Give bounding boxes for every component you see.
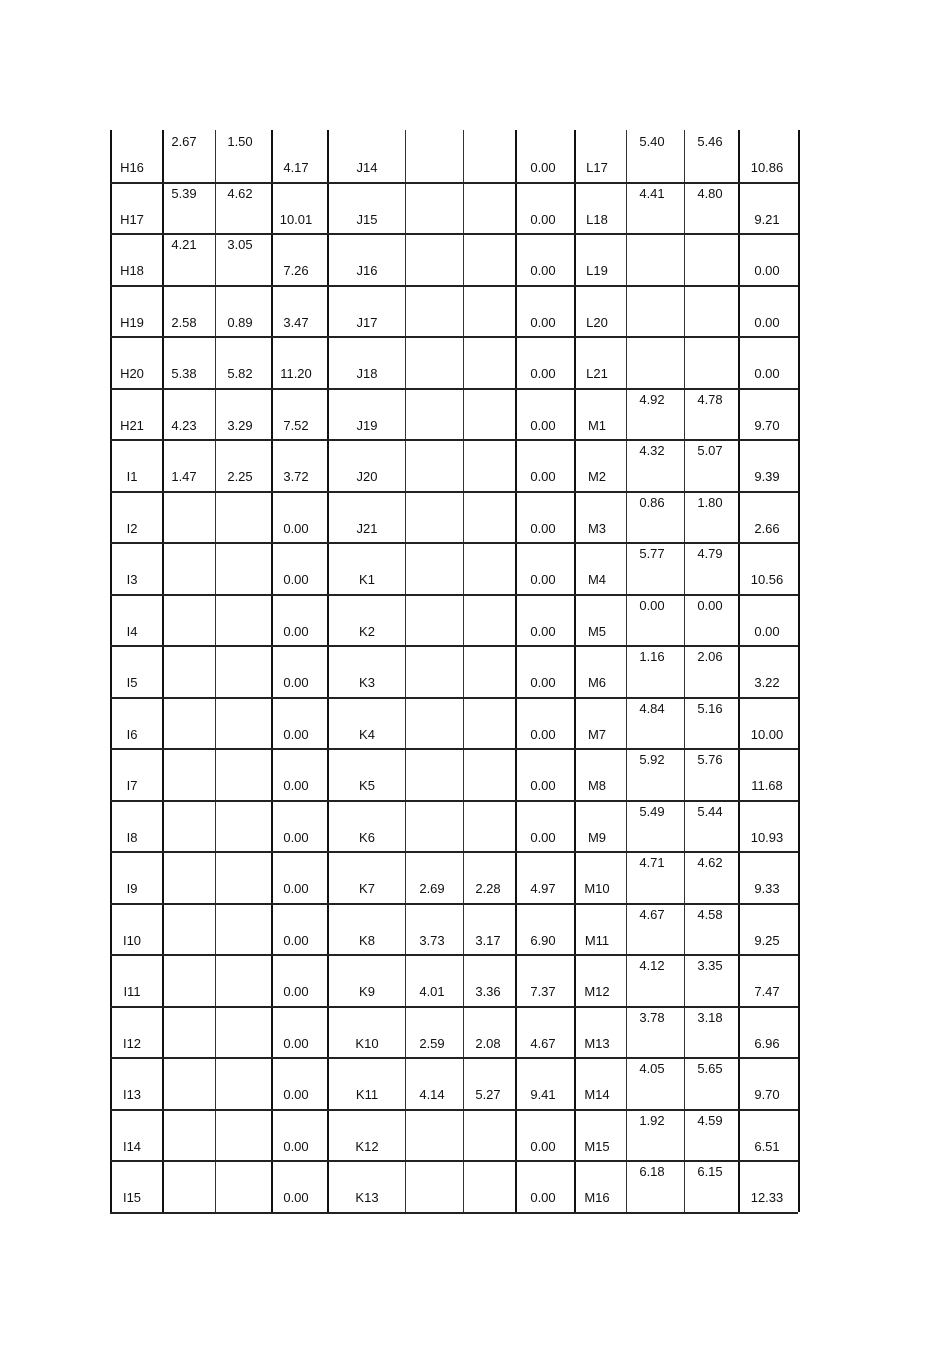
row-divider	[110, 697, 798, 699]
table-cell: 9.70	[754, 417, 780, 433]
table-cell: 2.06	[697, 649, 723, 664]
table-cell: 0.00	[530, 829, 556, 845]
row-divider	[110, 285, 798, 287]
table-cell: 7.52	[283, 417, 309, 433]
table-cell: 5.49	[639, 803, 665, 819]
table-cell: 4.58	[697, 906, 723, 922]
table-cell: 3.18	[697, 1009, 723, 1025]
table-cell: 3.47	[283, 314, 309, 330]
table-cell: I5	[126, 675, 138, 690]
table-cell: 0.00	[283, 1087, 309, 1102]
table-cell: K1	[359, 572, 375, 587]
row-divider	[110, 491, 798, 493]
table-cell: M1	[587, 417, 607, 433]
table-cell: 2.25	[227, 469, 253, 484]
table-cell: I2	[126, 520, 138, 536]
table-cell: 5.16	[697, 700, 723, 716]
table-cell: 1.16	[639, 649, 665, 664]
table-cell: 11.68	[751, 778, 783, 793]
table-cell: 0.00	[283, 520, 309, 536]
table-cell: I3	[126, 572, 138, 587]
table-cell: 5.82	[227, 366, 253, 381]
table-cell: 10.00	[750, 726, 784, 742]
table-cell: 2.08	[475, 1035, 501, 1051]
table-cell: 6.51	[754, 1138, 780, 1154]
table-cell: J15	[356, 211, 378, 227]
table-cell: 4.84	[639, 700, 665, 716]
row-divider	[110, 645, 798, 647]
table-cell: M10	[584, 881, 610, 896]
table-cell: 4.92	[639, 391, 665, 407]
table-cell: 0.00	[530, 778, 556, 793]
table-cell: 0.00	[283, 881, 309, 896]
table-cell: K7	[359, 881, 375, 896]
table-cell: K10	[355, 1035, 379, 1051]
table-cell: 5.65	[697, 1061, 723, 1076]
table-cell: 4.12	[639, 958, 665, 973]
table-cell: 0.00	[639, 597, 665, 613]
table-cell: 0.00	[283, 572, 309, 587]
table-cell: I8	[126, 829, 138, 845]
table-cell: 5.27	[475, 1087, 501, 1102]
table-cell: 9.33	[754, 881, 780, 896]
table-cell: M14	[584, 1087, 610, 1102]
table-cell: J16	[356, 263, 378, 278]
table-cell: 4.62	[227, 185, 253, 201]
table-cell: 7.37	[530, 984, 556, 999]
table-cell: 0.00	[754, 314, 780, 330]
table-cell: I11	[123, 984, 141, 999]
table-cell: 0.00	[754, 366, 780, 381]
row-divider	[110, 594, 798, 596]
table-cell: 0.00	[530, 623, 556, 639]
table-cell: M11	[584, 932, 610, 948]
table-cell: 0.00	[530, 263, 556, 278]
table-cell: 9.41	[530, 1087, 556, 1102]
table-cell: K3	[359, 675, 375, 690]
table-cell: 4.21	[171, 237, 197, 252]
column-divider	[684, 130, 685, 1212]
table-cell: M9	[587, 829, 607, 845]
table-cell: H18	[120, 263, 144, 278]
table-cell: 0.00	[754, 263, 780, 278]
table-cell: H16	[120, 160, 144, 175]
table-cell: 4.62	[697, 855, 723, 870]
table-cell: J17	[356, 314, 378, 330]
table-cell: 3.72	[283, 469, 309, 484]
table-cell: 0.00	[754, 623, 780, 639]
table-cell: 0.00	[283, 778, 309, 793]
table-cell: 4.59	[697, 1112, 723, 1128]
table-cell: 4.05	[639, 1061, 665, 1076]
table-cell: L19	[586, 263, 608, 278]
table-cell: 0.00	[530, 726, 556, 742]
table-cell: 5.77	[639, 546, 665, 561]
table-cell: H20	[120, 366, 144, 381]
table-cell: M2	[587, 469, 607, 484]
row-divider	[110, 336, 798, 338]
table-cell: 1.92	[639, 1112, 665, 1128]
table-cell: 9.39	[754, 469, 780, 484]
table-cell: 6.18	[639, 1164, 665, 1179]
table-cell: M7	[587, 726, 607, 742]
table-cell: 10.93	[750, 829, 784, 845]
table-cell: M15	[584, 1138, 610, 1154]
table-cell: 0.00	[530, 675, 556, 690]
table-cell: 4.41	[639, 185, 665, 201]
table-cell: 5.38	[171, 366, 197, 381]
table-cell: 4.78	[697, 391, 723, 407]
table-cell: 0.00	[530, 1190, 556, 1205]
table-cell: L17	[586, 160, 608, 175]
row-divider	[110, 748, 798, 750]
table-cell: K8	[359, 932, 375, 948]
table-cell: M8	[587, 778, 607, 793]
table-cell: 0.00	[283, 1138, 309, 1154]
table-cell: 5.46	[697, 134, 723, 149]
table-cell: 1.80	[697, 494, 723, 510]
row-divider	[110, 233, 798, 235]
table-cell: 10.01	[279, 211, 313, 227]
table-cell: 9.70	[754, 1087, 780, 1102]
row-divider	[110, 1212, 798, 1214]
table-cell: 0.00	[530, 160, 556, 175]
table-cell: K12	[355, 1138, 379, 1154]
table-cell: I4	[126, 623, 138, 639]
table-cell: I7	[126, 778, 138, 793]
table-cell: 7.47	[754, 984, 780, 999]
table-cell: M5	[587, 623, 607, 639]
table-cell: 0.00	[283, 932, 309, 948]
table-cell: I15	[122, 1190, 142, 1205]
table-cell: L18	[586, 211, 608, 227]
table-cell: K4	[359, 726, 375, 742]
table-cell: 0.86	[639, 494, 665, 510]
row-divider	[110, 542, 798, 544]
table-cell: I13	[122, 1087, 142, 1102]
row-divider	[110, 1109, 798, 1111]
table-cell: 0.00	[530, 417, 556, 433]
row-divider	[110, 1057, 798, 1059]
table-cell: 4.80	[697, 185, 723, 201]
table-cell: 6.96	[754, 1035, 780, 1051]
table-cell: L21	[586, 366, 608, 381]
table-cell: 0.89	[227, 314, 253, 330]
table-cell: 0.00	[283, 1190, 309, 1205]
table-cell: K6	[359, 829, 375, 845]
row-divider	[110, 851, 798, 853]
table-cell: I14	[122, 1138, 142, 1154]
table-cell: 3.29	[227, 417, 253, 433]
row-divider	[110, 1160, 798, 1162]
table-cell: 3.22	[754, 675, 780, 690]
row-divider	[110, 439, 798, 441]
table-cell: 9.25	[754, 932, 780, 948]
table-cell: M13	[584, 1035, 610, 1051]
table-cell: 2.69	[419, 881, 445, 896]
table-cell: L20	[586, 314, 608, 330]
table-cell: 2.67	[171, 134, 197, 149]
table-cell: 6.90	[530, 932, 556, 948]
table-cell: 5.07	[697, 443, 723, 458]
table-cell: 2.28	[475, 881, 501, 896]
row-divider	[110, 954, 798, 956]
table-cell: 0.00	[530, 211, 556, 227]
table-cell: K9	[359, 984, 375, 999]
row-divider	[110, 388, 798, 390]
table-cell: K13	[355, 1190, 379, 1205]
table-cell: K11	[355, 1087, 379, 1102]
table-cell: 0.00	[283, 829, 309, 845]
table-cell: 9.21	[754, 211, 780, 227]
table-cell: 11.20	[280, 366, 312, 381]
table-cell: M4	[587, 572, 607, 587]
table-cell: J21	[356, 520, 378, 536]
table-cell: H21	[120, 417, 144, 433]
table-cell: J20	[356, 469, 378, 484]
table-cell: 3.05	[227, 237, 253, 252]
table-cell: 4.97	[530, 881, 556, 896]
table-cell: 2.58	[171, 314, 197, 330]
table-cell: 4.71	[639, 855, 665, 870]
table-cell: 1.47	[171, 469, 197, 484]
table-cell: 2.66	[754, 520, 780, 536]
table-cell: I10	[122, 932, 142, 948]
table-cell: I12	[122, 1035, 142, 1051]
table-cell: 0.00	[530, 1138, 556, 1154]
row-divider	[110, 903, 798, 905]
table-cell: 0.00	[530, 469, 556, 484]
column-divider	[327, 130, 329, 1212]
table-cell: 0.00	[283, 623, 309, 639]
table-cell: H17	[120, 211, 144, 227]
table-cell: I6	[126, 726, 138, 742]
table-cell: 4.32	[639, 443, 665, 458]
column-divider	[162, 130, 164, 1212]
row-divider	[110, 800, 798, 802]
table-cell: 4.67	[639, 906, 665, 922]
table-cell: 4.14	[419, 1087, 445, 1102]
table-cell: 0.00	[530, 520, 556, 536]
table-cell: 0.00	[283, 726, 309, 742]
table-cell: 10.56	[750, 572, 784, 587]
table-cell: 0.00	[697, 597, 723, 613]
table-cell: M6	[587, 675, 607, 690]
table-cell: 5.76	[697, 752, 723, 767]
table-cell: J19	[356, 417, 378, 433]
table-cell: 0.00	[283, 984, 309, 999]
row-divider	[110, 1006, 798, 1008]
table-cell: J18	[356, 366, 378, 381]
table-cell: M12	[584, 984, 610, 999]
table-cell: K5	[359, 778, 375, 793]
table-cell: 0.00	[530, 314, 556, 330]
table-cell: 0.00	[283, 675, 309, 690]
table-cell: 0.00	[283, 1035, 309, 1051]
table-cell: 3.78	[639, 1009, 665, 1025]
table-cell: K2	[359, 623, 375, 639]
table-cell: 1.50	[227, 134, 253, 149]
table-cell: 4.01	[419, 984, 445, 999]
table-cell: 7.26	[283, 263, 309, 278]
table-cell: 4.67	[530, 1035, 556, 1051]
table-cell: 5.44	[697, 803, 723, 819]
table-cell: 3.35	[697, 958, 723, 973]
table-cell: 0.00	[530, 366, 556, 381]
table-cell: 0.00	[530, 572, 556, 587]
table-cell: 3.36	[475, 984, 501, 999]
table-cell: I9	[126, 881, 138, 896]
table-cell: 3.73	[419, 932, 445, 948]
table-cell: M16	[584, 1190, 610, 1205]
table-cell: M3	[587, 520, 607, 536]
table-cell: J14	[356, 160, 378, 175]
table-cell: 3.17	[475, 932, 501, 948]
table-cell: 6.15	[697, 1164, 723, 1179]
table-cell: 5.39	[171, 185, 197, 201]
table-cell: 2.59	[419, 1035, 445, 1051]
column-divider	[215, 130, 216, 1212]
table-cell: 5.40	[639, 134, 665, 149]
column-divider	[798, 130, 800, 1212]
table-cell: 4.79	[697, 546, 723, 561]
table-cell: H19	[120, 314, 144, 330]
row-divider	[110, 182, 798, 184]
table-cell: 4.17	[283, 160, 309, 175]
table-cell: 5.92	[639, 752, 665, 767]
table-cell: 10.86	[750, 160, 784, 175]
table-cell: I1	[126, 469, 138, 484]
table-cell: 4.23	[171, 417, 197, 433]
table-cell: 12.33	[750, 1190, 784, 1205]
